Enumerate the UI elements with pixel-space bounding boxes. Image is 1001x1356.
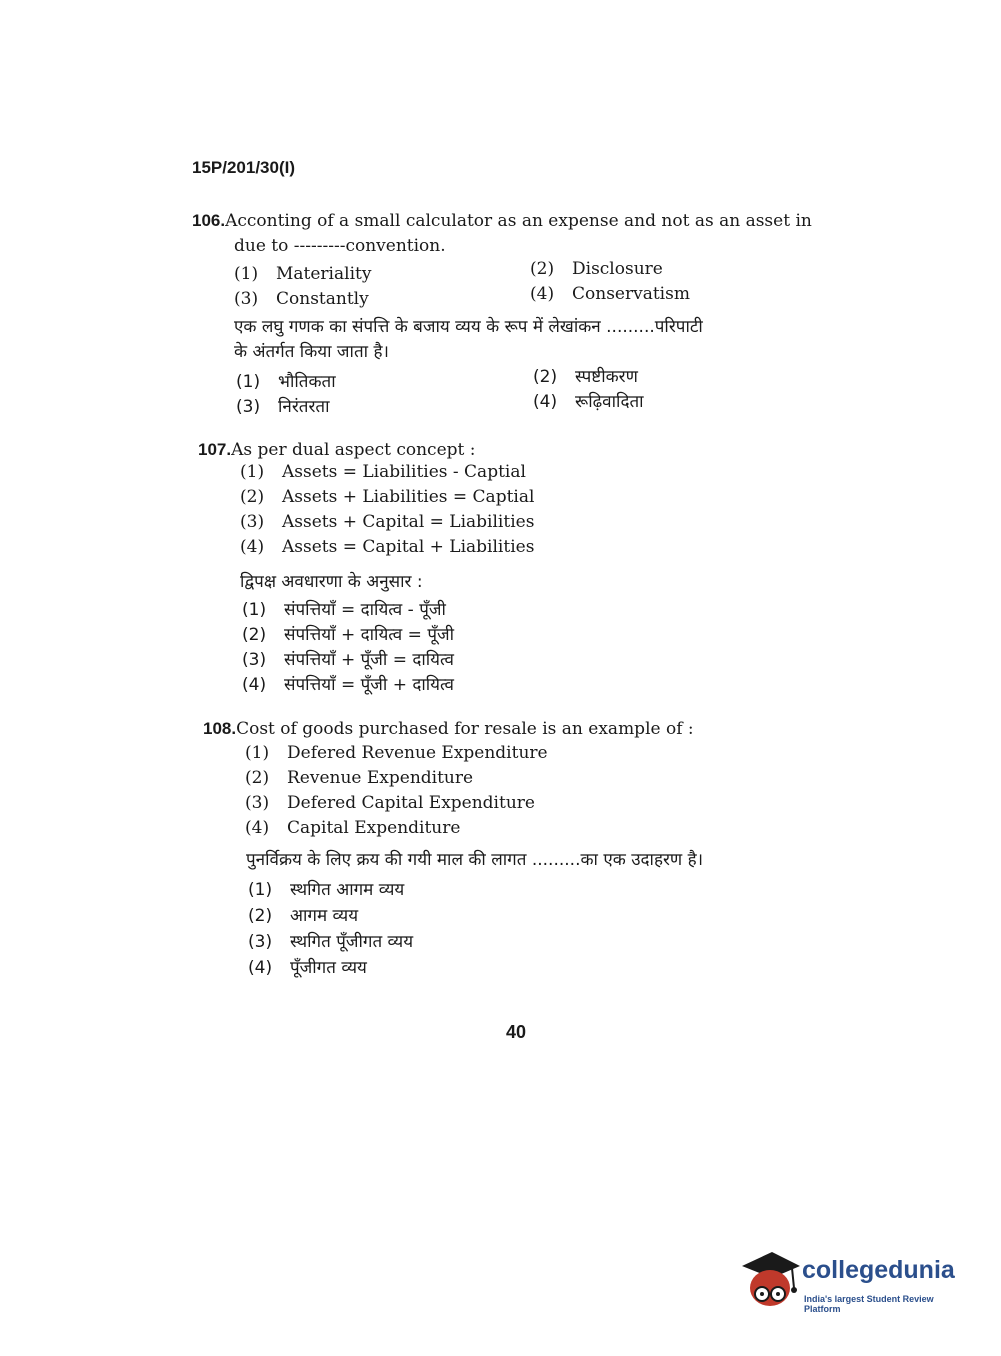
option-1: (1) Assets = Liabilities - Captial (240, 462, 526, 482)
question-number: 108. (203, 719, 237, 738)
hindi-option-2: (2) संपत्तियाँ + दायित्व = पूँजी (242, 625, 454, 645)
option-3: (3) Assets + Capital = Liabilities (240, 512, 535, 532)
question-number: 106. (192, 211, 226, 230)
question-text: Cost of goods purchased for resale is an example of : (236, 719, 694, 739)
question-107-stem (198, 437, 798, 463)
hindi-option-3: (3) स्थगित पूँजीगत व्यय (248, 932, 414, 952)
option-2: (2) Assets + Liabilities = Captial (240, 487, 535, 507)
option-2: (2) Disclosure (530, 259, 663, 279)
hindi-option-1: (1) भौतिकता (236, 372, 336, 392)
option-3: (3) Constantly (234, 289, 369, 309)
hindi-option-4: (4) संपत्तियाँ = पूँजी + दायित्व (242, 675, 454, 695)
option-1: (1) Defered Revenue Expenditure (245, 743, 548, 763)
option-3: (3) Defered Capital Expenditure (245, 793, 535, 813)
hindi-option-1: (1) स्थगित आगम व्यय (248, 880, 405, 900)
hindi-option-4: (4) पूँजीगत व्यय (248, 958, 367, 978)
question-108-stem (203, 716, 803, 742)
logo-mascot-icon (740, 1248, 802, 1312)
hindi-option-3: (3) निरंतरता (236, 397, 330, 417)
question-text: As per dual aspect concept : (231, 440, 476, 460)
question-108-hindi-stem: पुनर्विक्रय के लिए क्रय की गयी माल की लागत .........का एक उदाहरण है। (246, 850, 704, 870)
option-1: (1) Materiality (234, 264, 372, 284)
question-107-hindi-stem: द्विपक्ष अवधारणा के अनुसार : (240, 572, 423, 592)
option-4: (4) Capital Expenditure (245, 818, 461, 838)
question-106-hindi-stem: एक लघु गणक का संपत्ति के बजाय व्यय के रूप में लेखांकन .........परिपाटी के अंतर्गत किया जाता है। (234, 317, 703, 362)
hindi-option-2: (2) स्पष्टीकरण (533, 367, 638, 387)
question-number: 107. (198, 440, 232, 459)
logo-wordmark: collegedunia (802, 1256, 955, 1284)
hindi-option-4: (4) रूढ़िवादिता (533, 392, 644, 412)
option-4: (4) Conservatism (530, 284, 690, 304)
question-text: Acconting of a small calculator as an expense and not as an asset in (225, 211, 812, 231)
logo-tagline: India's largest Student Review Platform (804, 1294, 934, 1314)
hindi-option-3: (3) संपत्तियाँ + पूँजी = दायित्व (242, 650, 454, 670)
option-4: (4) Assets = Capital + Liabilities (240, 537, 535, 557)
question-text-cont: due to ---------convention. (234, 236, 446, 256)
question-106-stem (192, 208, 832, 259)
option-2: (2) Revenue Expenditure (245, 768, 474, 788)
page-number: 40 (506, 1022, 527, 1042)
hindi-option-2: (2) आगम व्यय (248, 906, 359, 926)
page-code: 15P/201/30(I) (192, 158, 296, 177)
collegedunia-logo (740, 1248, 970, 1318)
hindi-option-1: (1) संपत्तियाँ = दायित्व - पूँजी (242, 600, 446, 620)
